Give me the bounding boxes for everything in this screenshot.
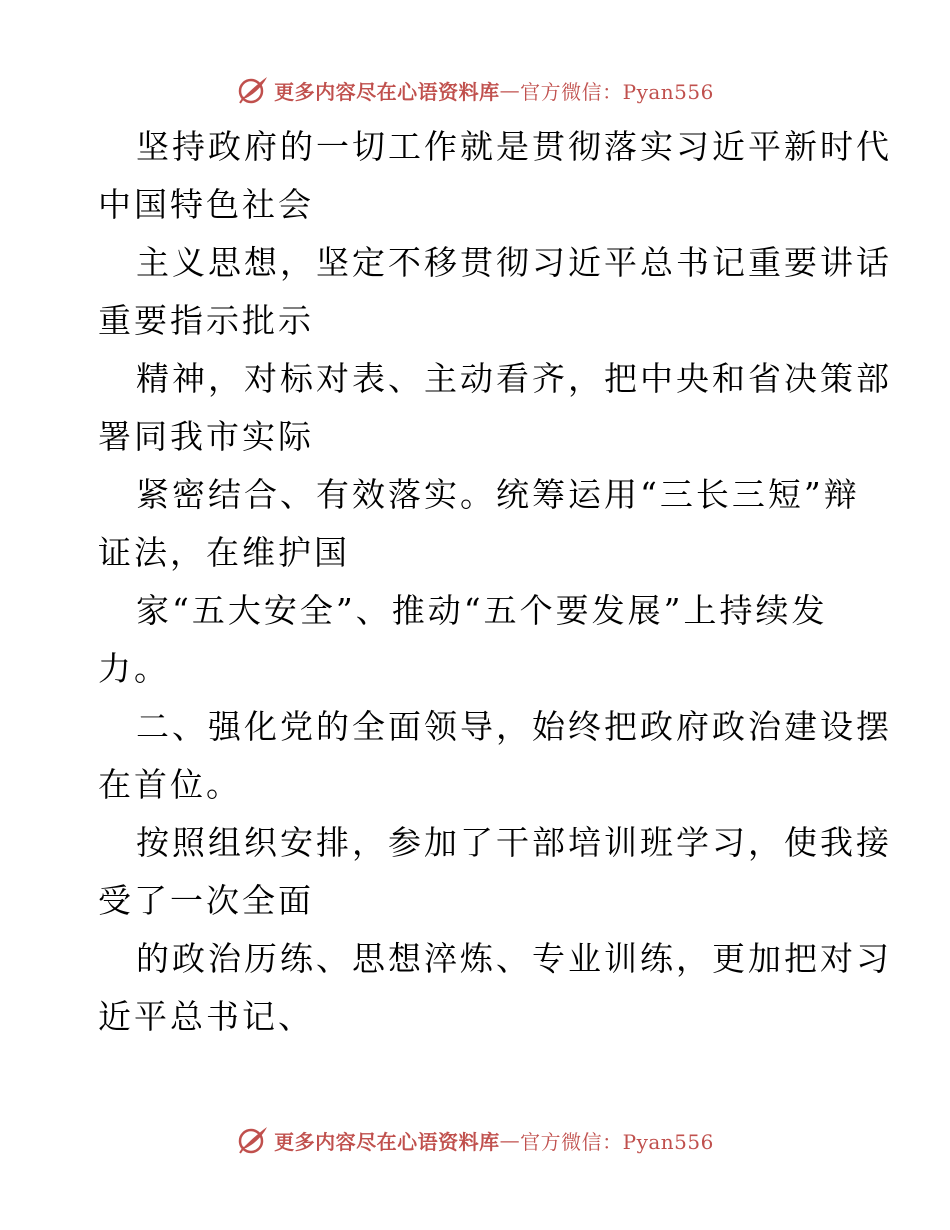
section-heading-line: 二、强化党的全面领导，始终把政府政治建设摆: [136, 707, 892, 746]
header-banner-separator: —: [499, 78, 521, 102]
body-line: 主义思想，坚定不移贯彻习近平总书记重要讲话: [136, 243, 892, 282]
body-line: 受了一次全面: [98, 881, 314, 920]
header-banner: [0, 70, 950, 110]
quill-pen-logo-icon: [236, 73, 270, 107]
document-body: [98, 118, 892, 1046]
body-line: 坚持政府的一切工作就是贯彻落实习近平新时代: [136, 127, 892, 166]
body-line: 重要指示批示: [98, 301, 314, 340]
body-line: 署同我市实际: [98, 417, 314, 456]
body-line: 家“五大安全”、推动“五个要发展”上持续发: [136, 591, 828, 630]
quill-pen-logo-icon: [236, 1123, 270, 1157]
footer-banner: [0, 1120, 950, 1160]
footer-banner-separator: —: [499, 1128, 521, 1152]
body-line: 近平总书记、: [98, 997, 314, 1036]
footer-banner-wechat: 官方微信：Pyan556: [520, 1129, 714, 1154]
header-banner-wechat: 官方微信：Pyan556: [520, 79, 714, 104]
body-line: 中国特色社会: [98, 185, 314, 224]
body-line: 证法，在维护国: [98, 533, 350, 572]
body-line: 紧密结合、有效落实。统筹运用“三长三短”辩: [136, 475, 860, 514]
section-heading-line: 在首位。: [98, 765, 242, 804]
footer-banner-title: 更多内容尽在心语资料库: [274, 1129, 500, 1154]
body-line: 的政治历练、思想淬炼、专业训练，更加把对习: [136, 939, 892, 978]
body-line: 力。: [98, 649, 170, 688]
header-banner-title: 更多内容尽在心语资料库: [274, 79, 500, 104]
body-line: 按照组织安排，参加了干部培训班学习，使我接: [136, 823, 892, 862]
body-line: 精神，对标对表、主动看齐，把中央和省决策部: [136, 359, 892, 398]
